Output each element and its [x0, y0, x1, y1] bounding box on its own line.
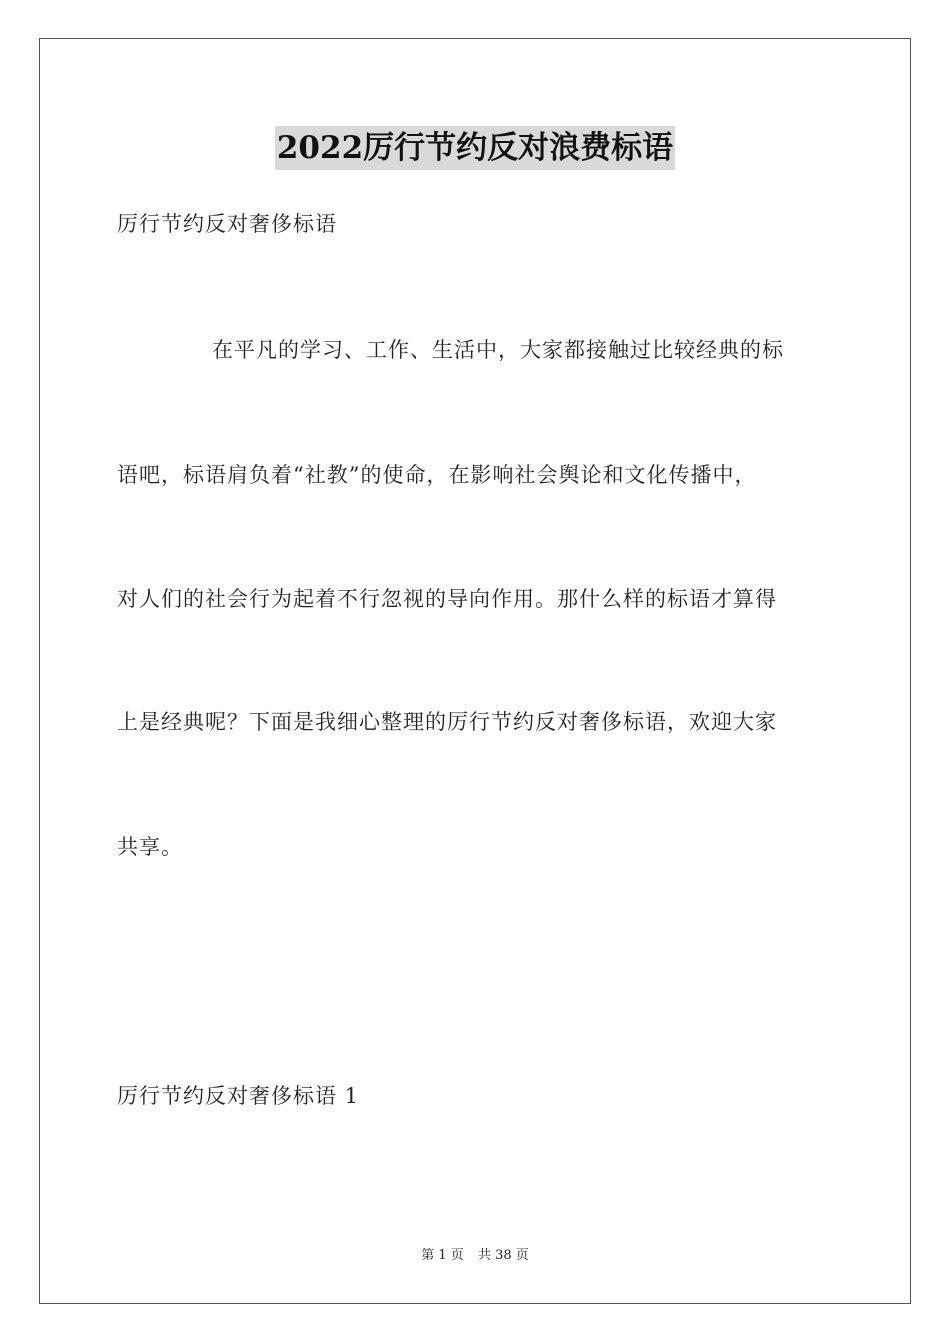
- section-heading: 厉行节约反对奢侈标语 1: [117, 1084, 360, 1108]
- page-total: 共 38 页: [477, 1248, 529, 1263]
- paragraph-line-2: 语吧，标语肩负着“社教”的使命，在影响社会舆论和文化传播中，: [117, 463, 757, 487]
- paragraph-line-1: 在平凡的学习、工作、生活中，大家都接触过比较经典的标: [212, 338, 784, 362]
- title-container: [0, 126, 950, 170]
- page-number: 第 1 页: [421, 1248, 464, 1263]
- page-footer: [0, 1247, 950, 1265]
- paragraph-line-5: 共享。: [117, 835, 183, 859]
- document-subtitle: 厉行节约反对奢侈标语: [117, 212, 337, 236]
- paragraph-line-3: 对人们的社会行为起着不行忽视的导向作用。那什么样的标语才算得: [117, 587, 777, 611]
- document-title: 2022厉行节约反对浪费标语: [275, 126, 675, 170]
- paragraph-line-4: 上是经典呢？下面是我细心整理的厉行节约反对奢侈标语，欢迎大家: [117, 710, 777, 734]
